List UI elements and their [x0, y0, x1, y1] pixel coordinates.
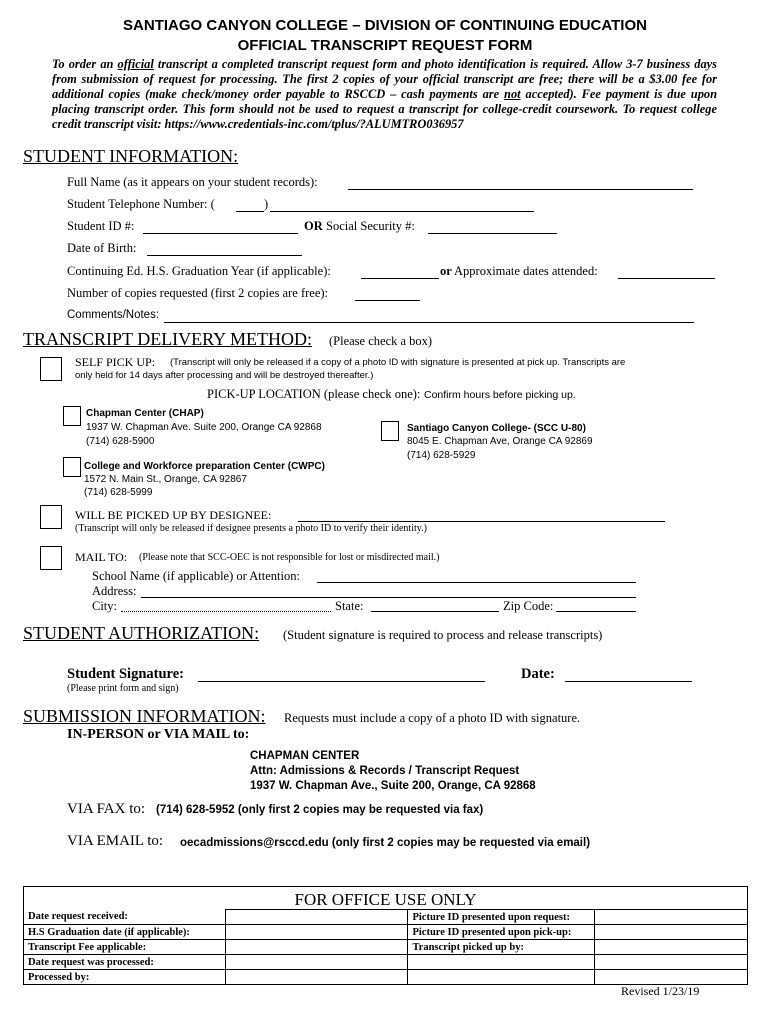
in-person-label: IN-PERSON or VIA MAIL to:: [67, 727, 250, 742]
approx-dates-field[interactable]: [618, 278, 715, 279]
ssn-field[interactable]: [428, 233, 557, 234]
student-information-heading: STUDENT INFORMATION:: [23, 146, 239, 166]
table-cell: Transcript Fee applicable:: [24, 940, 226, 955]
scc-address: 8045 E. Chapman Ave, Orange CA 92869: [407, 436, 593, 447]
email-label: VIA EMAIL to:: [67, 833, 164, 849]
table-row: [24, 970, 748, 985]
self-pickup-note: (Transcript will only be released if a copy of a photo ID with signature is presented at pick up. Transcripts are: [170, 357, 626, 368]
table-cell: Transcript picked up by:: [408, 940, 595, 955]
copies-label: Number of copies requested (first 2 copies are free):: [67, 286, 328, 300]
pickup-location-label: PICK-UP LOCATION (please check one):: [207, 387, 421, 401]
cwpc-phone: (714) 628-5999: [84, 487, 153, 498]
table-cell[interactable]: [225, 940, 408, 955]
or-text-2: or: [440, 264, 452, 278]
chapman-name: Chapman Center (CHAP): [86, 408, 204, 419]
address-field[interactable]: [141, 597, 636, 598]
scc-phone: (714) 628-5929: [407, 450, 476, 461]
chapman-address: 1937 W. Chapman Ave. Suite 200, Orange CA 92868: [86, 422, 322, 433]
table-cell: Date request was processed:: [24, 955, 226, 970]
office-use-table: [23, 886, 748, 985]
table-cell: Date request received:: [24, 910, 226, 925]
comments-field[interactable]: [164, 322, 694, 323]
mail-to-label: MAIL TO:: [75, 550, 128, 564]
area-code-field[interactable]: [236, 211, 264, 212]
table-row: [24, 940, 748, 955]
center-attn: Attn: Admissions & Records / Transcript Request: [250, 765, 520, 777]
designee-checkbox[interactable]: [40, 505, 62, 529]
authorization-heading: STUDENT AUTHORIZATION:: [23, 623, 260, 643]
table-cell[interactable]: [225, 955, 408, 970]
table-cell: H.S Graduation date (if applicable):: [24, 925, 226, 940]
table-cell[interactable]: [595, 955, 748, 970]
form-title-line2: OFFICIAL TRANSCRIPT REQUEST FORM: [237, 37, 533, 54]
signature-field[interactable]: [198, 681, 485, 682]
table-cell: Picture ID presented upon pick-up:: [408, 925, 595, 940]
authorization-note: (Student signature is required to process and release transcripts): [283, 628, 603, 642]
dob-field[interactable]: [147, 255, 302, 256]
submission-note: Requests must include a copy of a photo ID with signature.: [284, 711, 581, 725]
comments-label: Comments/Notes:: [67, 309, 160, 321]
state-field[interactable]: [371, 611, 499, 612]
city-label: City:: [92, 599, 118, 613]
school-name-label: School Name (if applicable) or Attention:: [92, 569, 300, 583]
table-cell[interactable]: [595, 925, 748, 940]
grad-year-label: Continuing Ed. H.S. Graduation Year (if applicable):: [67, 264, 331, 278]
office-use-heading: FOR OFFICE USE ONLY: [24, 887, 748, 910]
zip-field[interactable]: [556, 611, 636, 612]
pickup-location-note: Confirm hours before picking up.: [424, 389, 576, 401]
table-row: [24, 925, 748, 940]
telephone-label: Student Telephone Number: (: [67, 197, 215, 211]
cwpc-checkbox[interactable]: [63, 457, 81, 477]
table-cell[interactable]: [225, 970, 408, 985]
dob-label: Date of Birth:: [67, 241, 137, 255]
fax-label: VIA FAX to:: [67, 801, 146, 817]
table-cell: Picture ID presented upon request:: [408, 910, 595, 925]
revised-date: Revised 1/23/19: [621, 984, 700, 998]
table-cell[interactable]: [595, 910, 748, 925]
city-field[interactable]: [121, 611, 331, 612]
table-row: [24, 955, 748, 970]
scc-checkbox[interactable]: [381, 421, 399, 441]
designee-label: WILL BE PICKED UP BY DESIGNEE:: [75, 508, 272, 522]
address-label: Address:: [92, 584, 137, 598]
telephone-paren: ): [264, 197, 269, 211]
self-pickup-label: SELF PICK UP:: [75, 355, 156, 369]
table-cell: [408, 955, 595, 970]
date-label: Date:: [521, 666, 555, 682]
scc-name: Santiago Canyon College- (SCC U-80): [407, 423, 586, 434]
email-value: oecadmissions@rsccd.edu (only first 2 copies may be requested via email): [180, 837, 591, 849]
center-address: 1937 W. Chapman Ave., Suite 200, Orange, CA 92868: [250, 780, 536, 792]
form-title-line1: SANTIAGO CANYON COLLEGE – DIVISION OF CONTINUING EDUCATION: [123, 17, 647, 34]
table-cell: Processed by:: [24, 970, 226, 985]
ssn-label: Social Security #:: [326, 219, 415, 233]
chapman-phone: (714) 628-5900: [86, 436, 155, 447]
self-pickup-checkbox[interactable]: [40, 357, 62, 381]
student-id-field[interactable]: [143, 233, 298, 234]
table-cell[interactable]: [225, 910, 408, 925]
mail-to-checkbox[interactable]: [40, 546, 62, 570]
designee-note: (Transcript will only be released if designee presents a photo ID to verify their identity.): [75, 523, 427, 534]
intro-paragraph: To order an official transcript a completed transcript request form and photo identification is required. Allow 3-7 business days from submission of request for processing. The first 2 copies of your official transcript are free; there will be a $3.00 fee for additional copies (make check/money order payable to RSCCD – cash payments are not accepted). Fee payment is due upon placing transcript order. This form should not be used to request a transcript for college-credit coursework. To request college credit transcript visit: https://www.credentials-inc.com/tplus/?ALUMTRO036957: [52, 57, 717, 131]
center-name: CHAPMAN CENTER: [250, 750, 360, 762]
submission-heading: SUBMISSION INFORMATION:: [23, 706, 266, 726]
table-cell: [408, 970, 595, 985]
self-pickup-note-2: only held for 14 days after processing and will be destroyed thereafter.): [75, 370, 374, 381]
state-label: State:: [335, 599, 364, 613]
grad-year-field[interactable]: [361, 278, 439, 279]
delivery-method-note: (Please check a box): [329, 334, 433, 348]
full-name-field[interactable]: [348, 189, 693, 190]
approx-dates-label: Approximate dates attended:: [454, 264, 598, 278]
signature-note: (Please print form and sign): [67, 683, 179, 694]
table-cell[interactable]: [595, 970, 748, 985]
telephone-field[interactable]: [270, 211, 534, 212]
copies-field[interactable]: [355, 300, 420, 301]
mail-to-note: (Please note that SCC-OEC is not responsible for lost or misdirected mail.): [139, 552, 440, 563]
cwpc-name: College and Workforce preparation Center (CWPC): [84, 461, 325, 472]
delivery-method-heading: TRANSCRIPT DELIVERY METHOD:: [23, 329, 313, 349]
school-name-field[interactable]: [317, 582, 636, 583]
or-text: OR: [304, 219, 323, 233]
student-id-label: Student ID #:: [67, 219, 135, 233]
table-cell[interactable]: [225, 925, 408, 940]
table-row: [24, 910, 748, 925]
table-cell[interactable]: [595, 940, 748, 955]
signature-label: Student Signature:: [67, 666, 184, 682]
fax-value: (714) 628-5952 (only first 2 copies may be requested via fax): [156, 804, 484, 816]
full-name-label: Full Name (as it appears on your student records):: [67, 175, 318, 189]
cwpc-address: 1572 N. Main St., Orange, CA 92867: [84, 474, 247, 485]
zip-label: Zip Code:: [503, 599, 554, 613]
designee-field[interactable]: [298, 521, 665, 522]
date-field[interactable]: [565, 681, 692, 682]
chapman-checkbox[interactable]: [63, 406, 81, 426]
